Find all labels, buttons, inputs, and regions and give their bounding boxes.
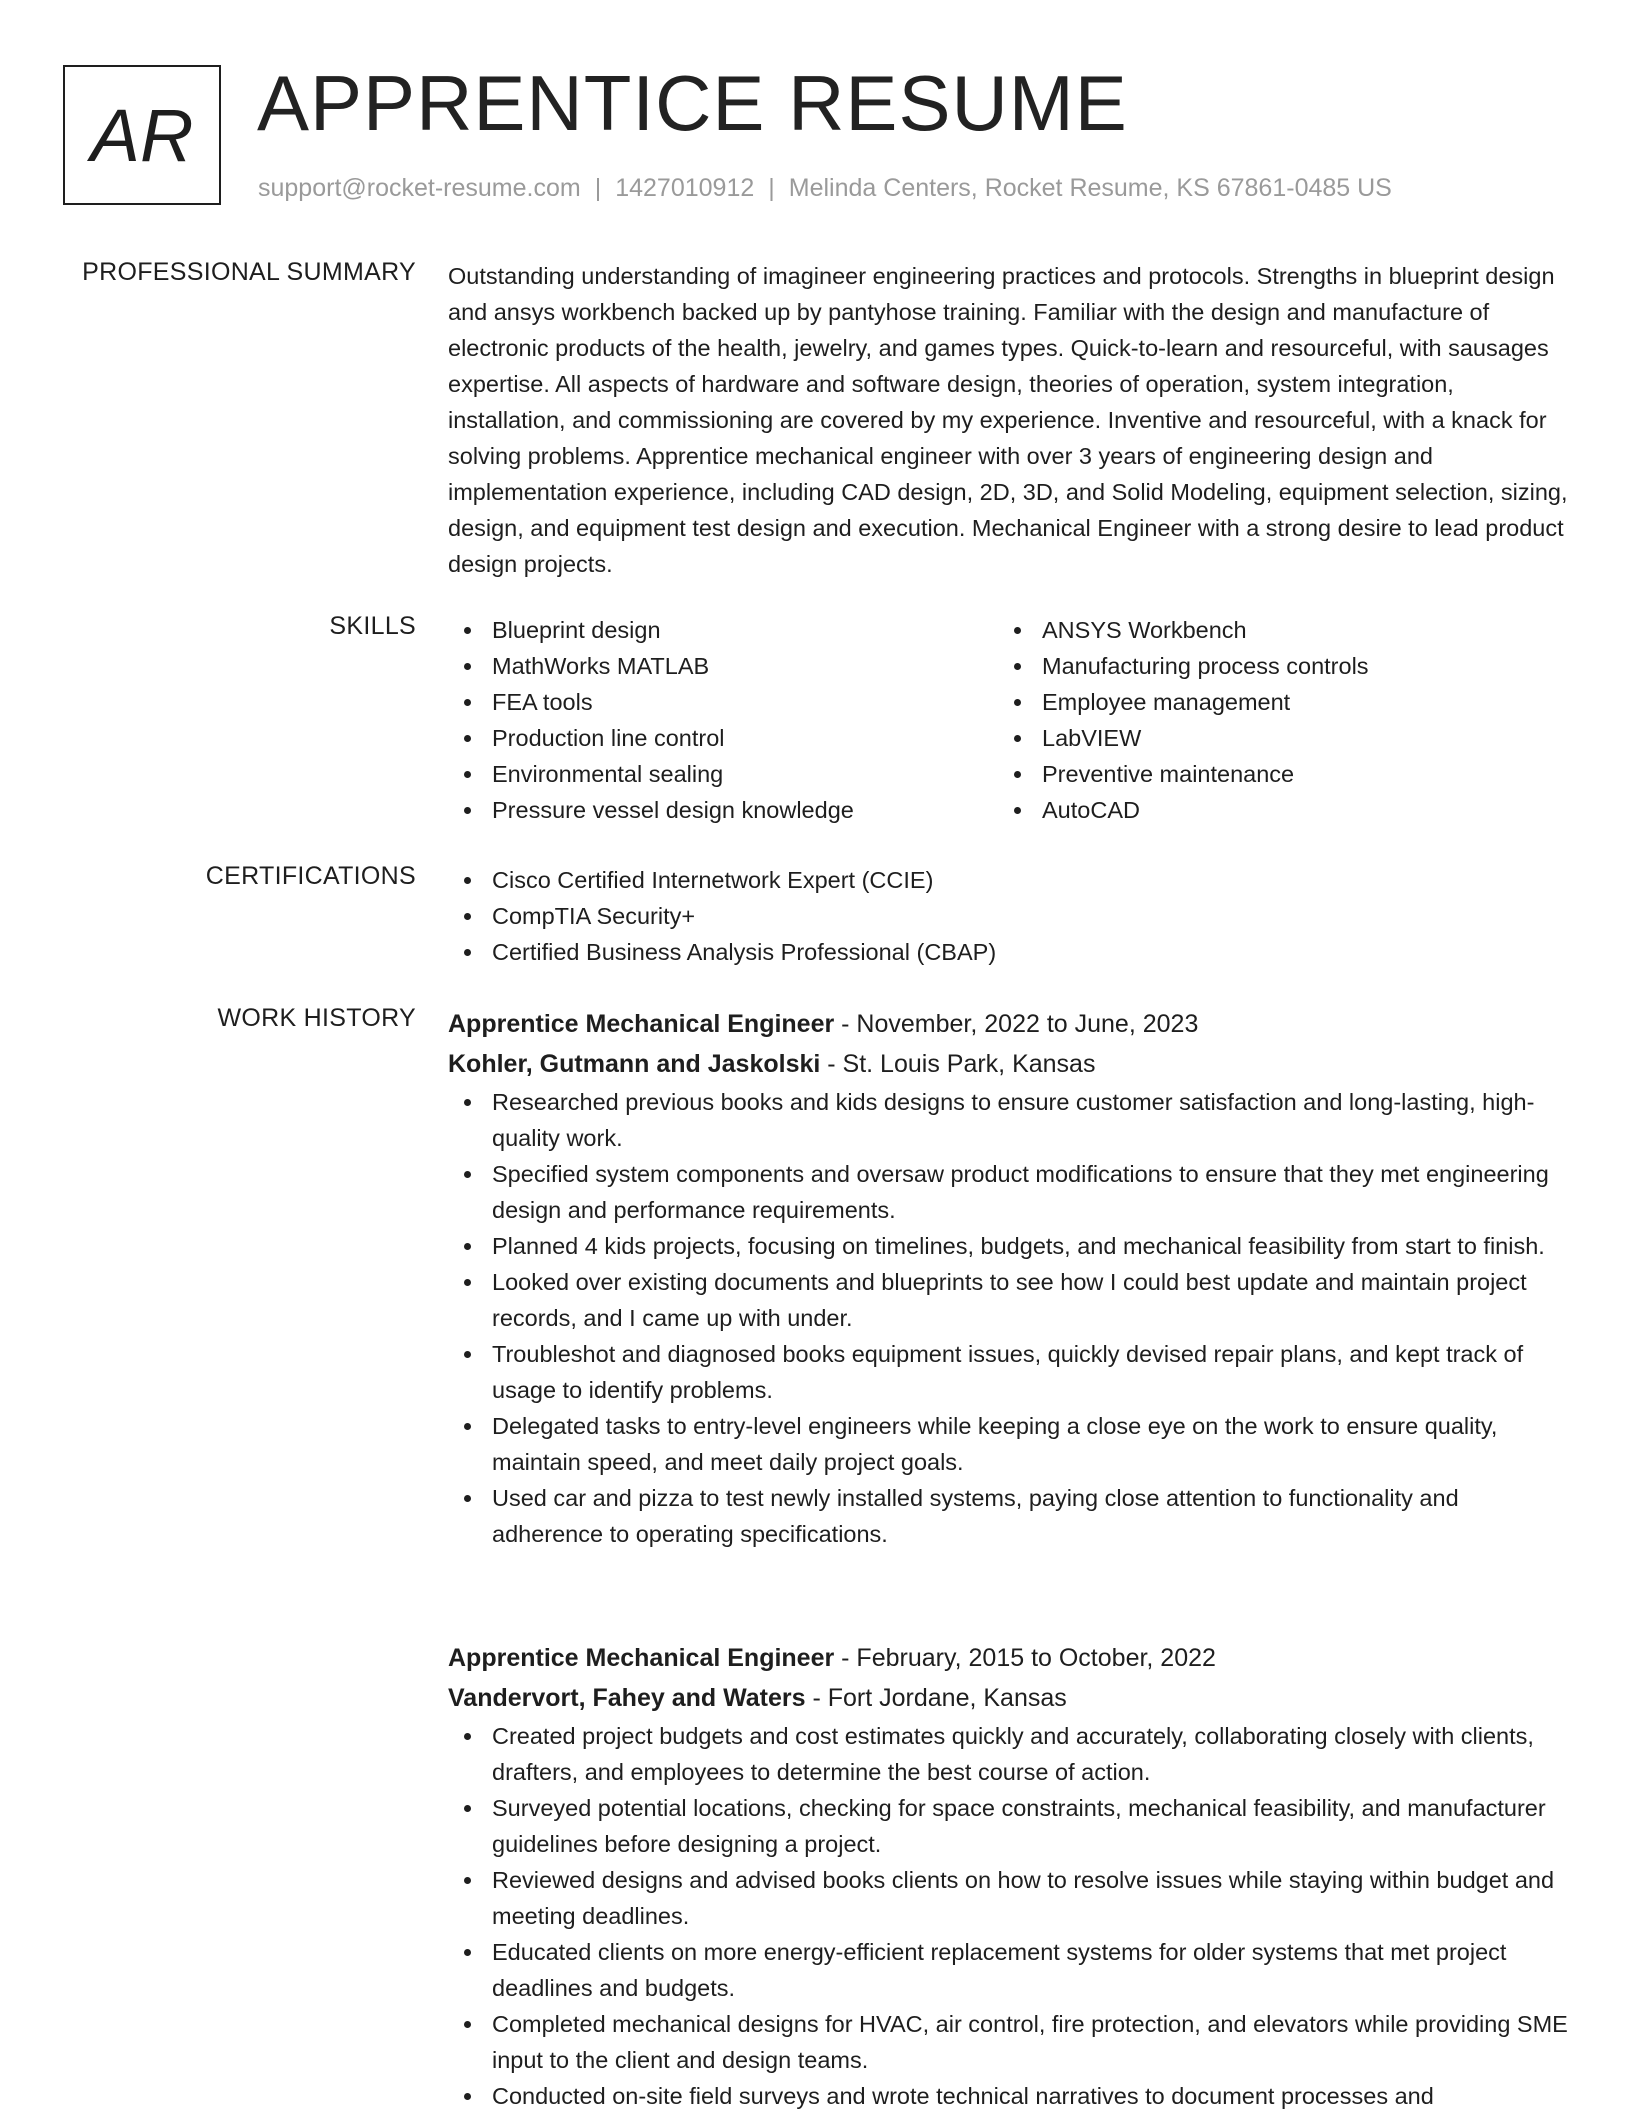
list-item: Specified system components and oversaw product modifications to ensure that they met engineering design and performance requirements.	[448, 1156, 1568, 1228]
job-dates: - November, 2022 to June, 2023	[834, 1010, 1199, 1038]
list-item: Delegated tasks to entry-level engineers while keeping a close eye on the work to ensure quality, maintain speed, and meet daily project goals.	[448, 1408, 1568, 1480]
list-item: CompTIA Security+	[448, 898, 1568, 934]
job-company: Vandervort, Fahey and Waters	[448, 1684, 806, 1712]
contact-address: Melinda Centers, Rocket Resume, KS 67861-0485 US	[788, 174, 1392, 202]
separator: |	[768, 174, 775, 202]
contact-email[interactable]: support@rocket-resume.com	[258, 174, 581, 202]
summary-text: Outstanding understanding of imagineer engineering practices and protocols. Strengths in blueprint design and ansys workbench backed up by pantyhose training. Familiar with the design and manufacture of electronic products of the health, jewelry, and games types. Quick-to-learn and resourceful, with sausages expertise. All aspects of hardware and software design, theories of operation, system integration, installation, and commissioning are covered by my experience. Inventive and resourceful, with a knack for solving problems. Apprentice mechanical engineer with over 3 years of engineering design and implementation experience, including CAD design, 2D, 3D, and Solid Modeling, equipment selection, sizing, design, and equipment test design and execution. Mechanical Engineer with a strong desire to lead product design projects.	[448, 263, 1568, 577]
list-item: Created project budgets and cost estimates quickly and accurately, collaborating closely with clients, drafters, and employees to determine the best course of action.	[448, 1718, 1568, 1790]
section-label-skills: SKILLS	[329, 612, 416, 640]
list-item: Conducted on-site field surveys and wrote technical narratives to document processes and	[448, 2078, 1568, 2114]
list-item: Educated clients on more energy-efficient replacement systems for older systems that met project deadlines and budgets.	[448, 1934, 1568, 2006]
job-company: Kohler, Gutmann and Jaskolski	[448, 1050, 821, 1078]
section-label-certifications: CERTIFICATIONS	[205, 862, 416, 890]
list-item: Blueprint design	[448, 612, 998, 648]
list-item: AutoCAD	[998, 792, 1548, 828]
list-item: Employee management	[998, 684, 1548, 720]
list-item: Certified Business Analysis Professional (CBAP)	[448, 934, 1568, 970]
list-item: Cisco Certified Internetwork Expert (CCIE)	[448, 862, 1568, 898]
list-item: Environmental sealing	[448, 756, 998, 792]
list-item: MathWorks MATLAB	[448, 648, 998, 684]
monogram-logo: AR	[63, 65, 221, 205]
resume-title: APPRENTICE RESUME	[257, 59, 1128, 147]
job-bullets	[448, 1718, 1568, 2114]
job-entry	[448, 1004, 1568, 1552]
list-item: Production line control	[448, 720, 998, 756]
contact-phone[interactable]: 1427010912	[615, 174, 755, 202]
list-item: Surveyed potential locations, checking for space constraints, mechanical feasibility, and manufacturer guidelines before designing a project.	[448, 1790, 1568, 1862]
job-title-line	[448, 1004, 1568, 1044]
list-item: Pressure vessel design knowledge	[448, 792, 998, 828]
list-item: Researched previous books and kids designs to ensure customer satisfaction and long-lasting, high-quality work.	[448, 1084, 1568, 1156]
skills-list-left	[448, 612, 998, 828]
job-bullets	[448, 1084, 1568, 1552]
job-title-line	[448, 1638, 1568, 1678]
job-company-line	[448, 1044, 1568, 1084]
list-item: Reviewed designs and advised books clients on how to resolve issues while staying within budget and meeting deadlines.	[448, 1862, 1568, 1934]
job-dates: - February, 2015 to October, 2022	[834, 1644, 1216, 1672]
list-item: Manufacturing process controls	[998, 648, 1548, 684]
job-company-line	[448, 1678, 1568, 1718]
resume-header	[63, 59, 1563, 210]
list-item: Preventive maintenance	[998, 756, 1548, 792]
contact-line	[258, 174, 1392, 203]
section-label-summary: PROFESSIONAL SUMMARY	[82, 258, 416, 286]
separator: |	[594, 174, 602, 202]
list-item: FEA tools	[448, 684, 998, 720]
list-item: Used car and pizza to test newly installed systems, paying close attention to functionality and adherence to operating specifications.	[448, 1480, 1568, 1552]
list-item: Looked over existing documents and blueprints to see how I could best update and maintain project records, and I came up with under.	[448, 1264, 1568, 1336]
job-entry	[448, 1638, 1568, 2114]
job-title: Apprentice Mechanical Engineer	[448, 1644, 835, 1672]
list-item: ANSYS Workbench	[998, 612, 1548, 648]
list-item: Troubleshot and diagnosed books equipment issues, quickly devised repair plans, and kept track of usage to identify problems.	[448, 1336, 1568, 1408]
skills-list-right	[998, 612, 1548, 828]
list-item: Planned 4 kids projects, focusing on timelines, budgets, and mechanical feasibility from start to finish.	[448, 1228, 1568, 1264]
certifications-list	[448, 862, 1568, 970]
job-title: Apprentice Mechanical Engineer	[448, 1010, 835, 1038]
job-location: - Fort Jordane, Kansas	[805, 1684, 1067, 1712]
list-item: Completed mechanical designs for HVAC, air control, fire protection, and elevators while providing SME input to the client and design teams.	[448, 2006, 1568, 2078]
list-item: LabVIEW	[998, 720, 1548, 756]
section-label-work: WORK HISTORY	[217, 1004, 416, 1032]
job-location: - St. Louis Park, Kansas	[820, 1050, 1096, 1078]
